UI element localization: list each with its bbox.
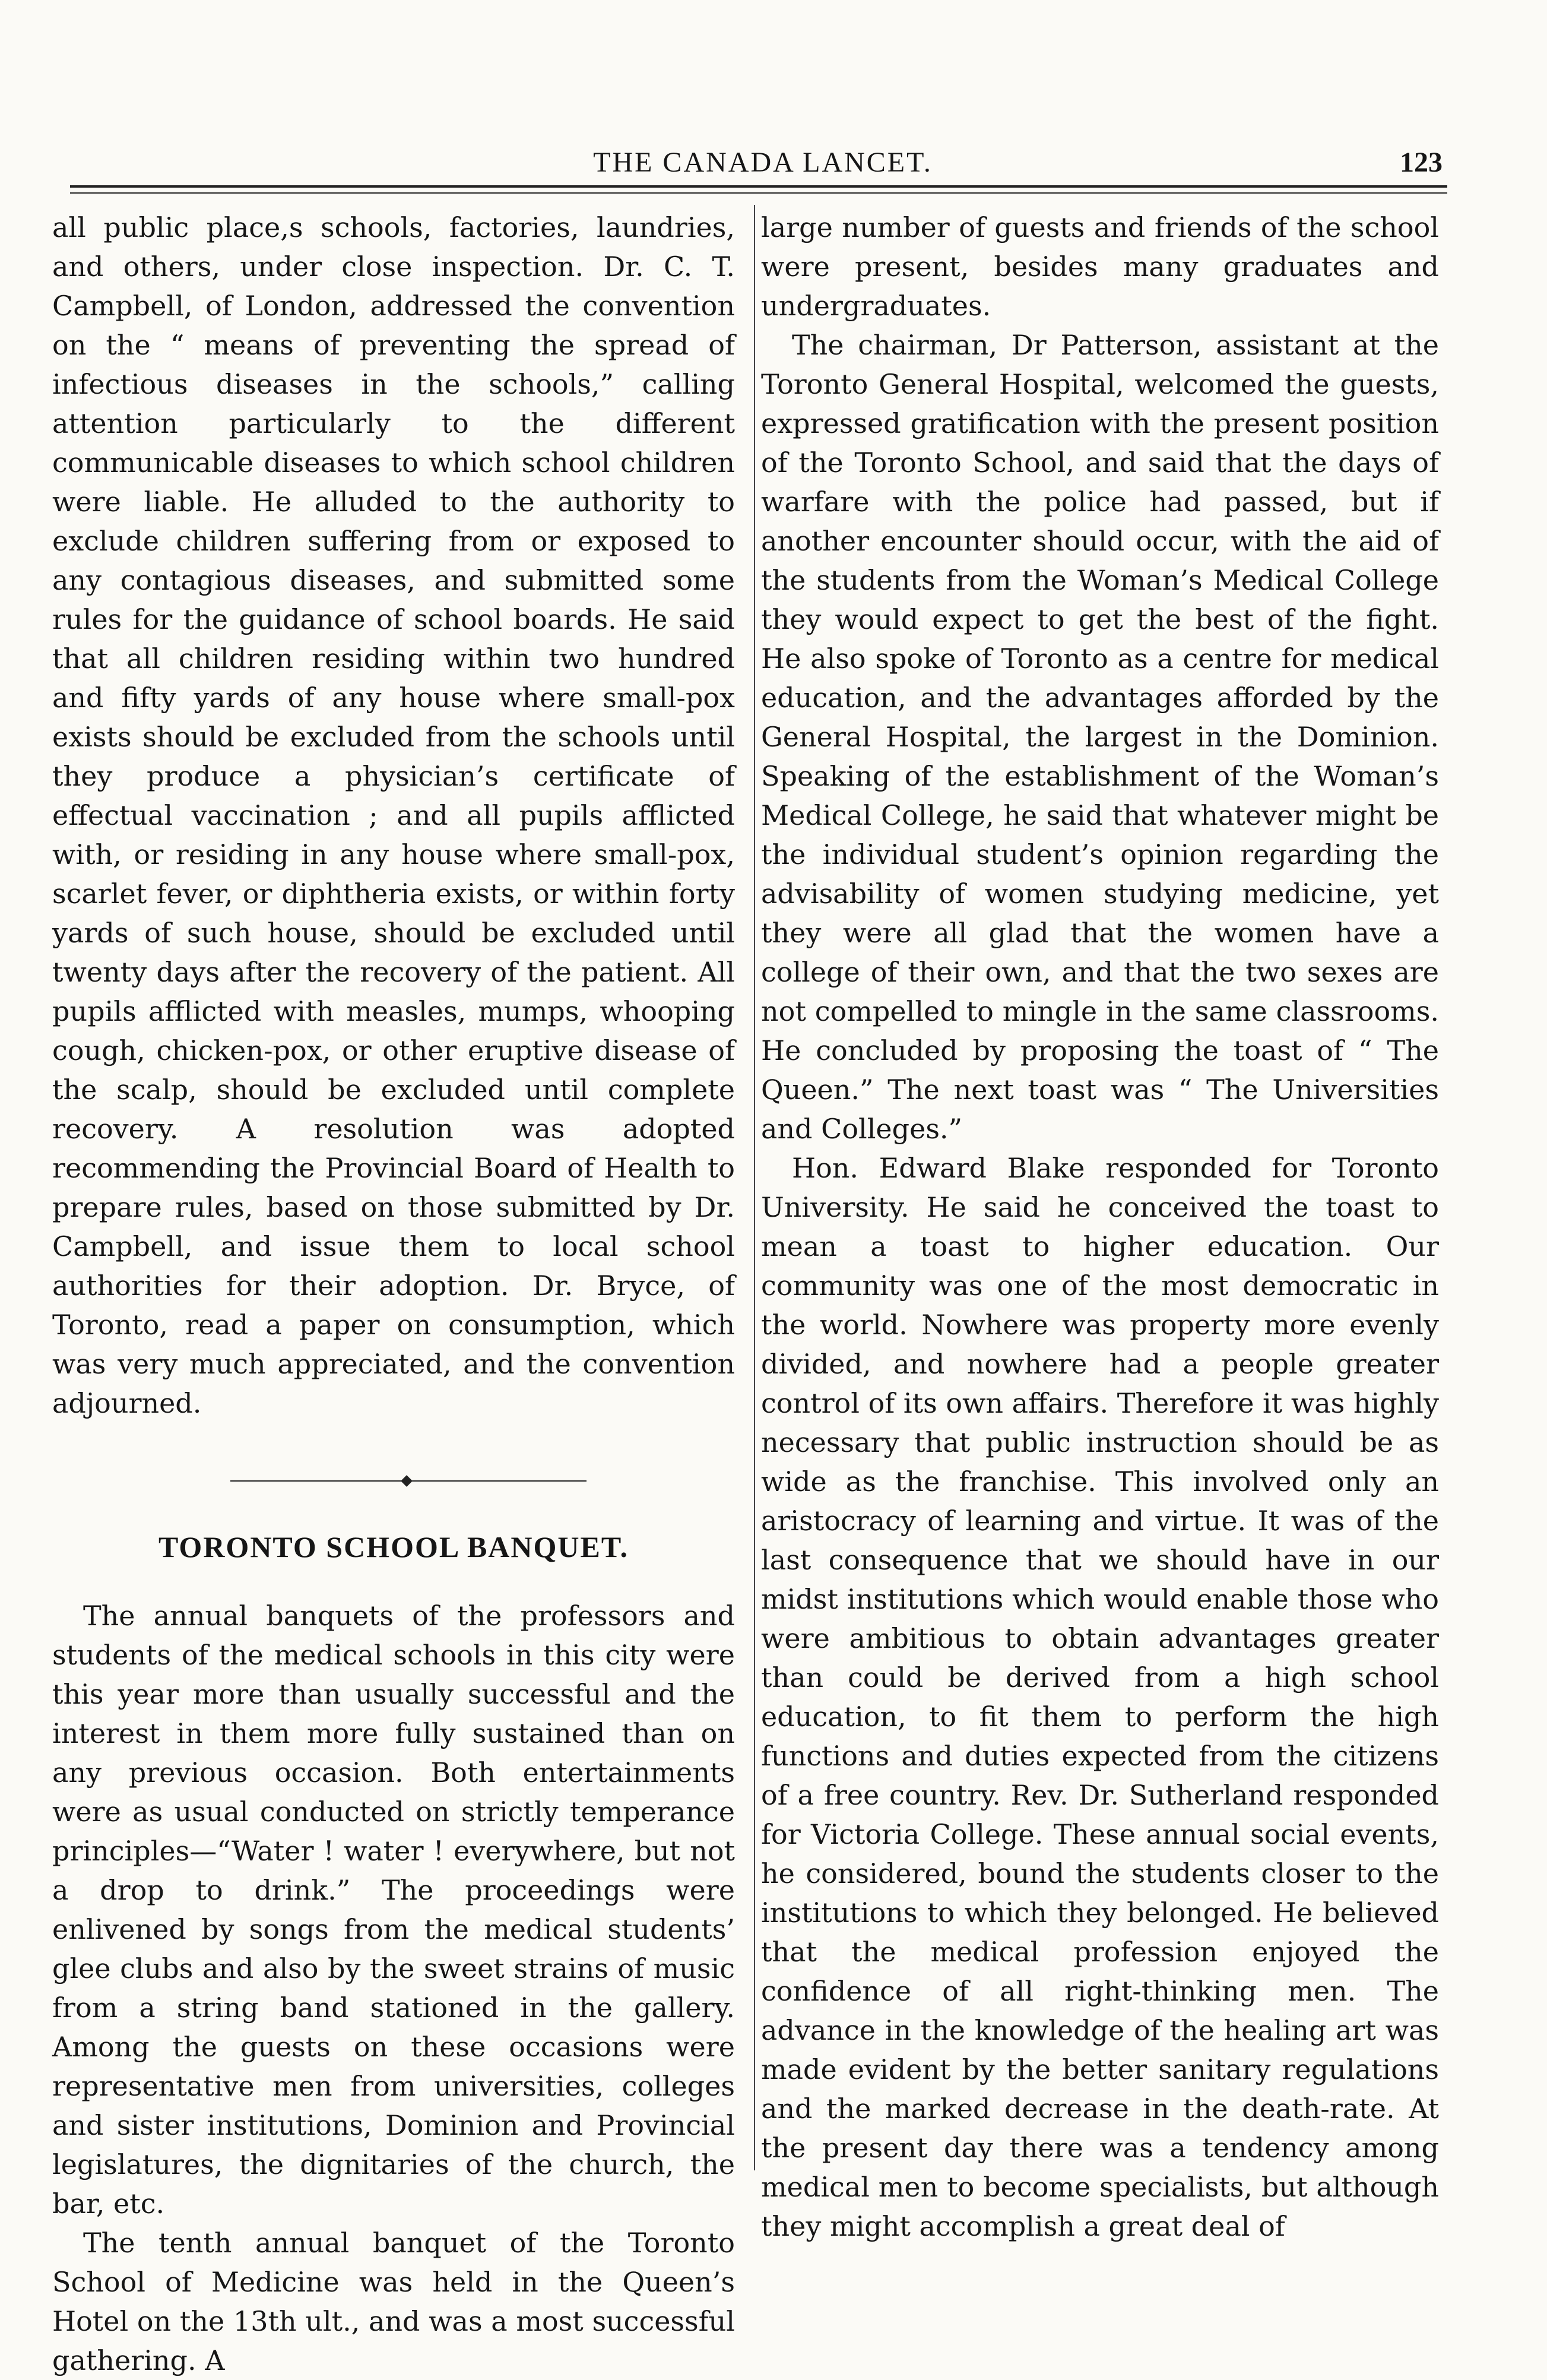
left-paragraph-3: The tenth annual banquet of the Toronto School of Medicine was held in the Queen’s Hotel on the 13th ult., and was a most successful gathering. A — [52, 2227, 735, 2376]
section-heading: TORONTO SCHOOL BANQUET. — [158, 1530, 629, 1564]
left-column — [52, 208, 735, 2380]
running-head — [83, 143, 1443, 184]
journal-title: THE CANADA LANCET. — [593, 147, 933, 178]
column-divider — [754, 205, 755, 2170]
section-ornament-rule — [230, 1476, 587, 1486]
header-double-rule — [70, 185, 1447, 194]
page-number: 123 — [1400, 147, 1443, 178]
right-paragraph-3: Hon. Edward Blake responded for Toronto University. He said he conceived the toast to mean a toast to higher education. Our community was one of the most democratic in the world. Nowhere was property more evenly divided, and nowhere had a people greater control of its own affairs. Therefore it was highly necessary that public instruction should be as wide as the franchise. This involved only an aristocracy of learning and virtue. It was of the last consequence that we should have in our midst institutions which would enable those who were ambitious to obtain advantages greater than could be derived from a high school education, to fit them to perform the high functions and duties expected from the citizens of a free country. Rev. Dr. Sutherland responded for Victoria College. These annual social events, he considered, bound the students closer to the institutions to which they belonged. He believed that the medical profession enjoyed the confidence of all right-thinking men. The advance in the knowledge of the healing art was made evident by the better sanitary regulations and the marked decrease in the death-rate. At the present day there was a tendency among medical men to become specialists, but although they might accomplish a great deal of — [761, 1152, 1440, 2242]
right-paragraph-2: The chairman, Dr Patterson, assistant at the Toronto General Hospital, welcomed the guests, expressed gratification with the present position of the Toronto School, and said that the days of warfare with the police had passed, but if another encounter should occur, with the aid of the students from the Woman’s Medical College they would expect to get the best of the fight. He also spoke of Toronto as a centre for medical education, and the advantages afforded by the General Hospital, the largest in the Dominion. Speaking of the establishment of the Woman’s Medical College, he said that whatever might be the individual student’s opinion regarding the advisability of women studying medicine, yet they were all glad that the women have a college of their own, and that the two sexes are not compelled to mingle in the same classrooms. He concluded by proposing the toast of “ The Queen.” The next toast was “ The Universities and Colleges.” — [761, 329, 1439, 1145]
ornament-diamond-icon — [401, 1475, 413, 1487]
left-paragraph-1: all public place,s schools, factories, laundries, and others, under close inspection. Dr. C. T. Campbell, of London, addressed the convention on the “ means of preventing the spread of infectious diseases in the schools,” calling attention particularly to the different communicable diseases to which school children were liable. He alluded to the authority to exclude children suffering from or exposed to any contagious diseases, and submitted some rules for the guidance of school boards. He said that all children residing within two hundred and fifty yards of any house where small-pox exists should be excluded from the schools until they produce a physician’s certificate of effectual vaccination ; and all pupils afflicted with, or residing in any house where small-pox, scarlet fever, or diphtheria exists, or within forty yards of such house, should be excluded until twenty days after the recovery of the patient. All pupils afflicted with measles, mumps, whooping cough, chicken-pox, or other eruptive disease of the scalp, should be excluded until complete recovery. A resolution was adopted recommending the Provincial Board of Health to prepare rules, based on those submitted by Dr. Campbell, and issue them to local school authorities for their adoption. Dr. Bryce, of Toronto, read a paper on consumption, which was very much appreciated, and the convention adjourned. — [52, 211, 735, 1419]
right-column — [761, 208, 1439, 2246]
right-paragraph-1: large number of guests and friends of the school were present, besides many graduates and undergraduates. — [761, 211, 1439, 322]
left-paragraph-2: The annual banquets of the professors and students of the medical schools in this city were this year more than usually successful and the interest in them more fully sustained than on any previous occasion. Both entertainments were as usual conducted on strictly temperance principles—“Water ! water ! everywhere, but not a drop to drink.” The proceedings were enlivened by songs from the medical students’ glee clubs and also by the sweet strains of music from a string band stationed in the gallery. Among the guests on these occasions were representative men from universities, colleges and sister institutions, Dominion and Provincial legislatures, the dignitaries of the church, the bar, etc. — [52, 1600, 735, 2220]
